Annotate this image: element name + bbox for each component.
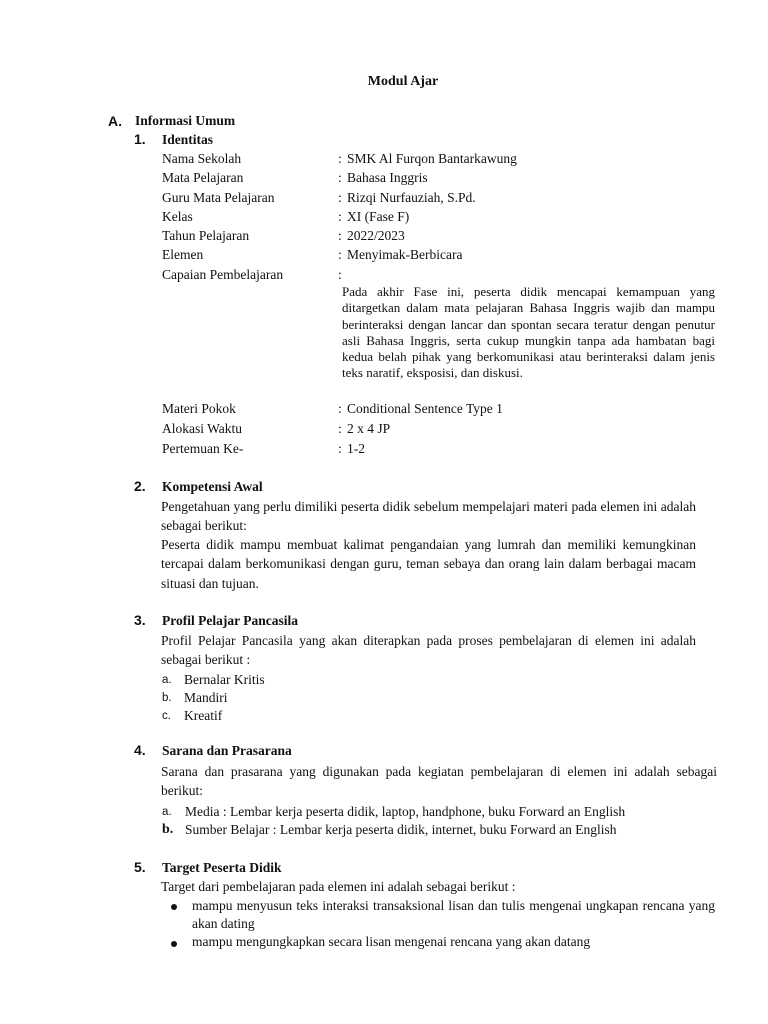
kompetensi-paragraph-2: Peserta didik mampu membuat kalimat pengandaian yang lumrah dan memiliki kemungkinan tercapai dalam berkomunikasi dengan guru, teman sebaya dan orang lain dalam berbagai macam situasi dan tujuan. <box>161 537 696 591</box>
bullet-icon <box>171 941 177 947</box>
row-colon: : <box>338 190 342 205</box>
kompetensi-paragraph-1: Pengetahuan yang perlu dimiliki peserta didik sebelum mempelajari materi pada elemen ini adalah sebagai berikut: <box>161 499 696 534</box>
capaian-pembelajaran-text: Pada akhir Fase ini, peserta didik mencapai kemampuan yang ditargetkan dalam mata pelajaran Bahasa Inggris wajib dan mampu berinteraksi dengan lancar dan spontan secara teratur dengan penutur asli Bahasa Inggris, serta cukup mungkin tanpa ada hambatan bagi kedua belah pihak yang berkomunikasi atau berinteraksi dalam jenis teks naratif, eksposisi, dan diskusi. <box>342 284 715 381</box>
row-value: Rizqi Nurfauziah, S.Pd. <box>347 190 476 205</box>
row-value: 1-2 <box>347 441 365 456</box>
section-a-heading: Informasi Umum <box>135 113 236 128</box>
target-number: 5. <box>134 859 146 875</box>
profil-number: 3. <box>134 612 146 628</box>
list-marker: c. <box>162 710 171 722</box>
section-a-letter: A. <box>108 113 122 129</box>
row-label: Pertemuan Ke- <box>162 441 244 456</box>
row-label: Alokasi Waktu <box>162 421 243 436</box>
profil-paragraph: Profil Pelajar Pancasila yang akan diterapkan pada proses pembelajaran di elemen ini adalah sebagai berikut : <box>161 633 696 668</box>
row-label: Capaian Pembelajaran <box>162 267 284 282</box>
row-value: Conditional Sentence Type 1 <box>347 401 503 416</box>
profil-heading: Profil Pelajar Pancasila <box>162 613 298 628</box>
row-label: Guru Mata Pelajaran <box>162 190 275 205</box>
row-value: 2 x 4 JP <box>347 421 391 436</box>
identitas-heading: Identitas <box>162 132 214 147</box>
list-text: Bernalar Kritis <box>184 672 265 687</box>
bullet-icon <box>171 904 177 910</box>
row-colon: : <box>338 151 342 166</box>
row-label: Kelas <box>162 209 193 224</box>
list-text: mampu menyusun teks interaksi transaksional lisan dan tulis mengenai ungkapan rencana yang akan dating <box>192 898 715 931</box>
row-label: Materi Pokok <box>162 401 236 416</box>
target-heading: Target Peserta Didik <box>162 860 282 875</box>
sarana-paragraph: Sarana dan prasarana yang digunakan pada kegiatan pembelajaran di elemen ini adalah sebagai berikut: <box>161 764 717 799</box>
row-value: Bahasa Inggris <box>347 170 428 185</box>
row-label: Nama Sekolah <box>162 151 242 166</box>
list-marker: a. <box>162 806 172 818</box>
row-colon: : <box>338 421 342 436</box>
list-text: Kreatif <box>184 708 223 723</box>
row-value: 2022/2023 <box>347 228 405 243</box>
row-colon: : <box>338 170 342 185</box>
kompetensi-heading: Kompetensi Awal <box>162 479 263 494</box>
row-colon: : <box>338 209 342 224</box>
row-colon: : <box>338 267 342 282</box>
list-text: Sumber Belajar : Lembar kerja peserta didik, internet, buku Forward an English <box>185 822 617 837</box>
target-paragraph: Target dari pembelajaran pada elemen ini adalah sebagai berikut : <box>161 879 516 894</box>
row-value: XI (Fase F) <box>347 209 410 224</box>
identitas-number: 1. <box>134 131 146 147</box>
row-value: Menyimak-Berbicara <box>347 247 463 262</box>
row-label: Mata Pelajaran <box>162 170 244 185</box>
document-title: Modul Ajar <box>367 74 439 89</box>
kompetensi-number: 2. <box>134 478 146 494</box>
row-colon: : <box>338 247 342 262</box>
list-marker: b. <box>162 822 174 837</box>
row-colon: : <box>338 228 342 243</box>
sarana-number: 4. <box>134 742 146 758</box>
row-label: Elemen <box>162 247 204 262</box>
list-text: Mandiri <box>184 690 228 705</box>
list-text: mampu mengungkapkan secara lisan mengenai rencana yang akan datang <box>192 934 591 949</box>
list-text: Media : Lembar kerja peserta didik, laptop, handphone, buku Forward an English <box>185 804 626 819</box>
row-colon: : <box>338 441 342 456</box>
row-label: Tahun Pelajaran <box>162 228 250 243</box>
row-colon: : <box>338 401 342 416</box>
row-value: SMK Al Furqon Bantarkawung <box>347 151 517 166</box>
list-marker: b. <box>162 692 172 704</box>
sarana-heading: Sarana dan Prasarana <box>162 743 292 758</box>
list-marker: a. <box>162 674 172 686</box>
